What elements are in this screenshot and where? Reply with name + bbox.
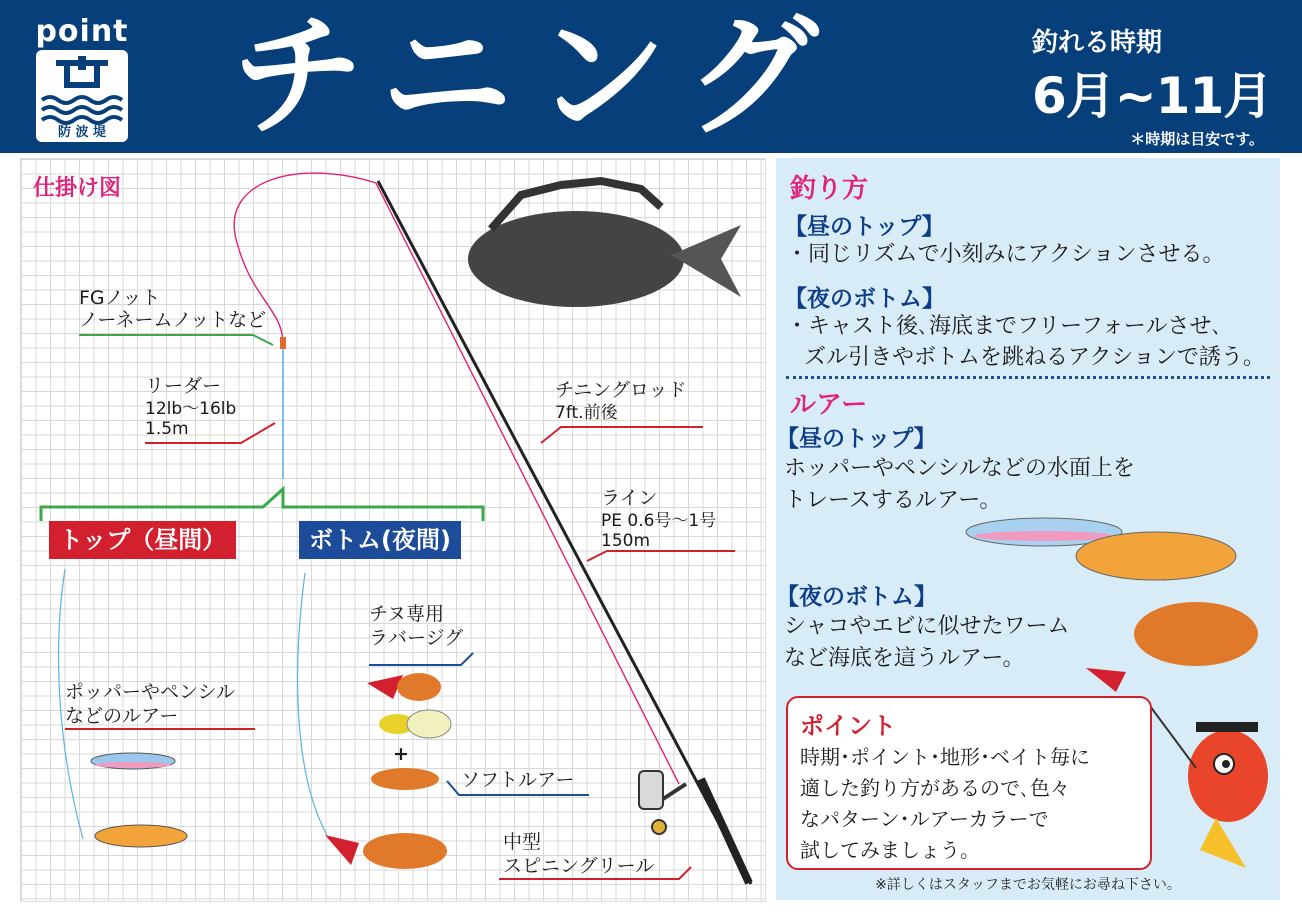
point-text-line-4: 試してみましょう。 xyxy=(800,838,980,862)
lure-day-text-2: トレースするルアー。 xyxy=(784,488,1002,513)
method-title: 釣り方 xyxy=(790,174,869,204)
diagram-title: 仕掛け図 xyxy=(33,176,122,201)
lure-day-text-1: ホッパーやペンシルなどの水面上を xyxy=(784,456,1135,481)
knot-label-2: ノーネームノットなど xyxy=(79,309,267,331)
page-title: チニング xyxy=(232,0,841,154)
line-label-3: 150m xyxy=(601,531,651,551)
bottom-rig-icon xyxy=(325,833,447,869)
reel-label-1: 中型 xyxy=(503,831,542,853)
knot-icon xyxy=(280,337,286,349)
breakwater-icon xyxy=(36,50,128,142)
lure-night-heading: 【夜のボトム】 xyxy=(776,584,937,610)
popper-label-1: ポッパーやペンシル xyxy=(65,681,236,703)
rubber-jig-icon xyxy=(367,673,451,738)
point-title: ポイント xyxy=(800,712,896,740)
point-text-line-3: なパターン･ルアーカラーで xyxy=(800,807,1049,831)
method-day-text: ・同じリズムで小刻みにアクションさせる。 xyxy=(786,242,1225,267)
rod-grip xyxy=(701,779,749,883)
season-label: 釣れる時期 xyxy=(1032,28,1163,58)
rod-label-1: チニングロッド xyxy=(555,379,687,401)
season-value: 6月~11月 xyxy=(1032,67,1273,125)
plus-sign: + xyxy=(393,743,409,765)
method-day-heading: 【昼のトップ】 xyxy=(784,214,945,240)
method-night-text-2: ズル引きやボトムを跳ねるアクションで誘う。 xyxy=(804,345,1265,370)
black-sea-bream-icon xyxy=(468,181,741,307)
rig-diagram xyxy=(20,158,766,902)
jig-label-2: ラバージグ xyxy=(369,627,464,649)
jig-label-1: チヌ専用 xyxy=(369,603,445,625)
line-label-2: PE 0.6号～1号 xyxy=(601,511,717,531)
leader-label-3: 1.5m xyxy=(145,419,189,439)
mascot-fish-icon xyxy=(1150,706,1268,868)
popper-lure-icon xyxy=(95,825,187,847)
point-text xyxy=(800,742,1090,866)
split-bracket xyxy=(41,489,483,521)
soft-lure-icon xyxy=(371,768,439,790)
soft-lure-label: ソフトルアー xyxy=(461,769,575,791)
pencil-lure-icon xyxy=(91,753,175,769)
point-logo xyxy=(32,14,132,142)
lure-day-heading: 【昼のトップ】 xyxy=(776,426,937,452)
method-night-heading: 【夜のボトム】 xyxy=(784,286,945,312)
worm-jig-icon xyxy=(1086,602,1258,692)
logo-breakwater-label: 防 波 堤 xyxy=(57,125,107,140)
popper-bait-icon xyxy=(1076,532,1236,580)
tag-top-daytime: トップ（昼間） xyxy=(49,521,236,559)
header-banner xyxy=(0,0,1302,153)
tag-bottom-night: ボトム(夜間) xyxy=(299,521,461,559)
method-panel xyxy=(776,158,1280,900)
rod-label-2: 7ft.前後 xyxy=(555,403,618,423)
spinning-reel-icon xyxy=(639,771,686,834)
leader-label-2: 12lb～16lb xyxy=(145,399,237,419)
reel-label-2: スピニングリール xyxy=(503,855,655,877)
knot-label-1: FGノット xyxy=(79,287,161,309)
popper-label-2: などのルアー xyxy=(65,705,179,727)
leader-label-1: リーダー xyxy=(145,375,222,397)
lure-title: ルアー xyxy=(790,390,868,420)
point-text-line-1: 時期･ポイント･地形･ベイト毎に xyxy=(800,745,1090,769)
footnote: ※詳しくはスタッフまでお気軽にお尋ね下さい。 xyxy=(875,877,1181,893)
lure-night-text-2: など海底を這うルアー。 xyxy=(784,646,1025,671)
logo-wordmark: point xyxy=(35,14,129,49)
lure-night-text-1: シャコやエビに似せたワーム xyxy=(784,614,1070,639)
method-night-text-1: ・キャスト後､海底までフリーフォールさせ､ xyxy=(786,314,1223,339)
season-note: ＊時期は目安です。 xyxy=(1130,130,1264,148)
point-text-line-2: 適した釣り方があるので､色々 xyxy=(800,776,1070,800)
line-label-1: ライン xyxy=(601,487,658,509)
point-callout xyxy=(786,696,1152,870)
